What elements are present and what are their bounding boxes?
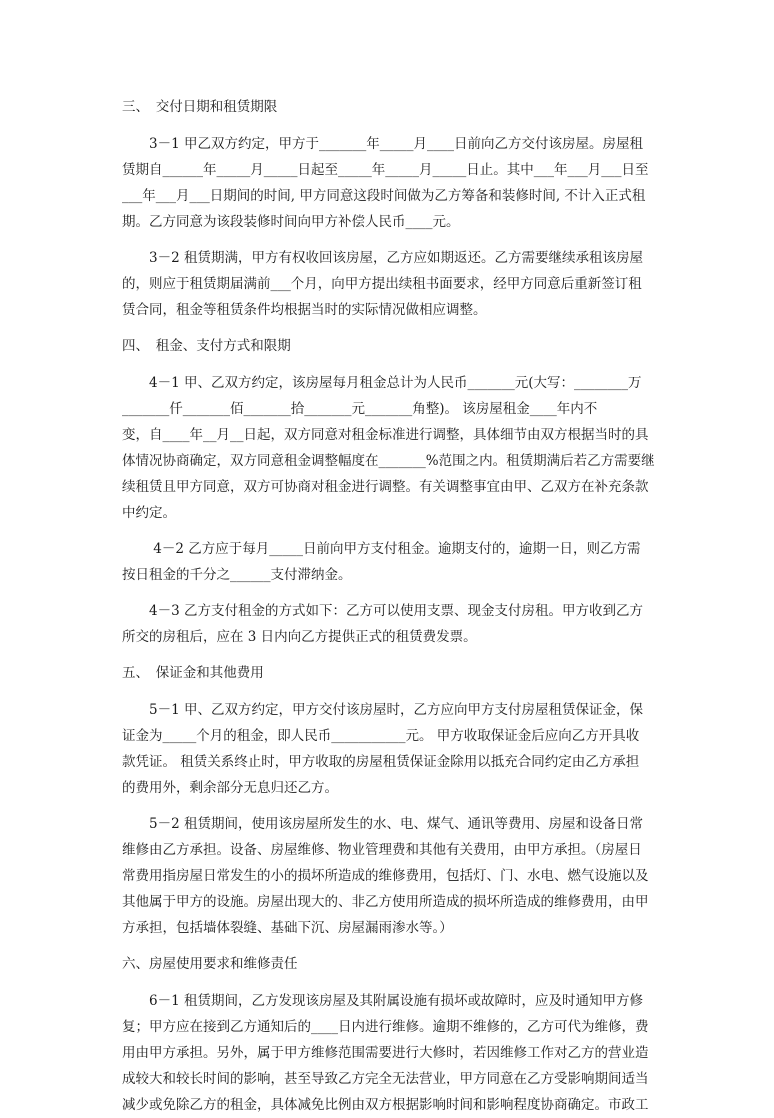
text-line: 款凭证。 租赁关系终止时，甲方收取的房屋租赁保证金除用以抵充合同约定由乙方承担 [122, 754, 640, 770]
text-line: 常费用指房屋日常发生的小的损坏所造成的维修费用，包括灯、门、水电、燃气设施以及 [122, 868, 649, 884]
text-line: ___年___月___日期间的时间, 甲方同意这段时间做为乙方筹备和装修时间, 不计入正式租 [122, 188, 646, 204]
section-4-heading: 四、 租金、支付方式和限期 [122, 338, 291, 354]
text-line: 复；甲方应在接到乙方通知后的____日内进行维修。逾期不维修的，乙方可代为维修，费 [122, 1019, 649, 1035]
text-line: 变，自____年__月__日起，双方同意对租金标准进行调整，具体细节由双方根据当时的具 [122, 427, 649, 443]
clause-4-2 [122, 536, 662, 588]
clause-6-1 [122, 988, 662, 1118]
clause-4-1 [122, 370, 662, 526]
text-line: 3－2 租赁期满，甲方有权收回该房屋，乙方应如期返还。乙方需要继续承租该房屋 [122, 250, 643, 266]
text-line: 4－1 甲、乙双方约定，该房屋每月租金总计为人民币_______元(大写：________万 [122, 375, 642, 391]
document-body [122, 94, 662, 1118]
text-line: 体情况协商确定，双方同意租金调整幅度在_______%范围之内。租赁期满后若乙方需要继 [122, 453, 655, 469]
section-6-heading: 六、房屋使用要求和维修责任 [122, 956, 298, 972]
text-line: 维修由乙方承担。设备、房屋维修、物业管理费和其他有关费用，由甲方承担。（房屋日 [122, 842, 642, 858]
text-line: 的费用外，剩余部分无息归还乙方。 [122, 780, 338, 796]
text-line: 中约定。 [122, 505, 176, 521]
section-3-heading: 三、 交付日期和租赁期限 [122, 99, 278, 115]
text-line: 赁合同，租金等租赁条件均根据当时的实际情况做相应调整。 [122, 302, 487, 318]
text-line: 的，则应于租赁期届满前___个月，向甲方提出续租书面要求，经甲方同意后重新签订租 [122, 276, 642, 292]
text-line: 按日租金的千分之______支付滞纳金。 [122, 567, 352, 583]
text-line: 方承担，包括墙体裂缝、基础下沉、房屋漏雨渗水等。） [122, 920, 453, 936]
text-line: 赁期自______年_____月_____日起至_____年_____月_____日止。其中___年___月___日至 [122, 162, 649, 178]
clause-4-3 [122, 598, 662, 650]
text-line: 用由甲方承担。另外，属于甲方维修范围需要进行大修时，若因维修工作对乙方的营业造 [122, 1045, 649, 1061]
text-line: _______仟_______佰_______拾_______元_______角整)。 该房屋租金____年内不 [122, 401, 598, 417]
clause-5-2 [122, 811, 662, 941]
text-line: 其他属于甲方的设施。房屋出现大的、非乙方使用所造成的损坏所造成的维修费用，由甲 [122, 894, 649, 910]
clause-5-1 [122, 697, 662, 801]
clause-3-1 [122, 131, 662, 235]
text-line: 减少或免除乙方的租金，具体减免比例由双方根据影响时间和影响程度协商确定。市政工 [122, 1097, 649, 1113]
text-line: 证金为_____个月的租金，即人民币___________元。 甲方收取保证金后应向乙方开具收 [122, 728, 640, 744]
text-line: 成较大和较长时间的影响，甚至导致乙方完全无法营业，甲方同意在乙方受影响期间适当 [122, 1071, 649, 1087]
text-line: 5－2 租赁期间，使用该房屋所发生的水、电、煤气、通讯等费用、房屋和设备日常 [122, 816, 643, 832]
text-line: 6－1 租赁期间，乙方发现该房屋及其附属设施有损坏或故障时，应及时通知甲方修 [122, 993, 643, 1009]
text-line: 3－1 甲乙双方约定，甲方于_______年_____月____日前向乙方交付该房屋。房屋租 [122, 136, 643, 152]
text-line: 5－1 甲、乙双方约定，甲方交付该房屋时，乙方应向甲方支付房屋租赁保证金，保 [122, 702, 643, 718]
text-line: 4－3 乙方支付租金的方式如下：乙方可以使用支票、现金支付房租。甲方收到乙方 [122, 603, 643, 619]
clause-3-2 [122, 245, 662, 323]
text-line: 4－2 乙方应于每月_____日前向甲方支付租金。逾期支付的，逾期一日，则乙方需 [122, 541, 641, 557]
text-line: 所交的房租后，应在 3 日内向乙方提供正式的租赁费发票。 [122, 629, 477, 645]
section-5-heading: 五、 保证金和其他费用 [122, 665, 264, 681]
text-line: 续租赁且甲方同意，双方可协商对租金进行调整。有关调整事宜由甲、乙双方在补充条款 [122, 479, 649, 495]
text-line: 期。乙方同意为该段装修时间向甲方补偿人民币____元。 [122, 214, 460, 230]
